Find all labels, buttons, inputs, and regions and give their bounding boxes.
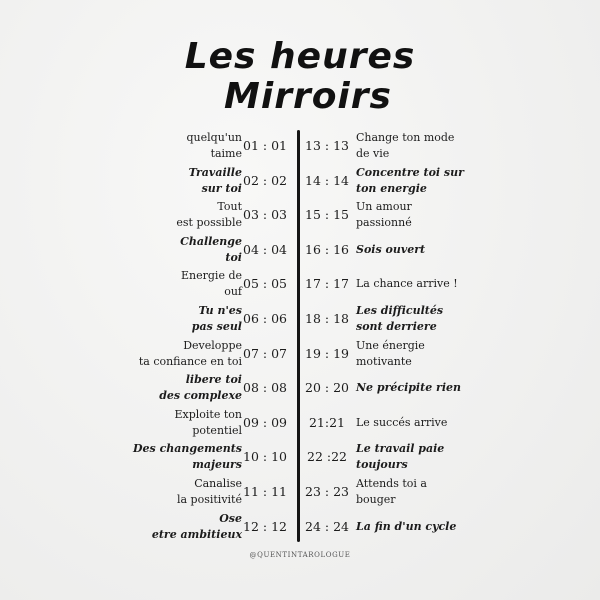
right-meaning-line: Concentre toi sur	[356, 165, 464, 179]
left-meaning	[176, 199, 242, 231]
right-meaning	[356, 242, 425, 258]
right-meaning-line: motivante	[356, 354, 412, 368]
right-hour: 18 : 18	[305, 311, 349, 326]
right-hour: 15 : 15	[305, 207, 349, 223]
footer-handle: @QUENTINTAROLOGUE	[249, 551, 351, 559]
right-meaning-line: toujours	[356, 458, 408, 472]
left-meaning	[175, 407, 243, 439]
right-meaning	[356, 303, 443, 335]
right-meaning-line: Ne précipite rien	[356, 381, 461, 395]
hour-row	[0, 303, 600, 337]
left-hour: 12 : 12	[243, 518, 287, 534]
left-meaning-line: Exploite ton	[174, 407, 242, 421]
right-hour: 17 : 17	[305, 276, 349, 292]
right-meaning-line: Une énergie	[356, 338, 425, 352]
right-hour: 23 : 23	[305, 484, 349, 499]
hour-row	[0, 199, 600, 233]
left-meaning-line: des complexe	[159, 389, 242, 403]
right-meaning-line: La fin d'un cycle	[356, 519, 457, 533]
left-meaning	[133, 441, 242, 473]
hour-row	[0, 476, 600, 510]
left-meaning-line: la positivité	[176, 493, 242, 506]
left-meaning	[139, 338, 242, 370]
right-meaning-line: Le succés arrive	[356, 415, 448, 429]
left-meaning	[180, 234, 242, 266]
hour-row	[0, 407, 600, 441]
hour-row	[0, 338, 600, 372]
left-meaning-line: Energie de	[181, 269, 242, 283]
right-meaning	[356, 476, 427, 508]
right-meaning-line: bouger	[356, 493, 396, 506]
left-meaning-line: etre ambitieux	[151, 527, 242, 541]
left-meaning-line: quelqu'un	[186, 131, 242, 144]
right-meaning-line: Un amour	[356, 200, 412, 214]
left-meaning	[192, 303, 242, 335]
right-hour: 24 : 24	[305, 518, 349, 534]
left-meaning-line: sur toi	[201, 181, 242, 195]
left-meaning-line: potentiel	[192, 423, 242, 437]
left-meaning	[187, 130, 242, 162]
right-meaning-line: ton energie	[356, 181, 427, 195]
left-hour: 08 : 08	[243, 380, 287, 396]
left-meaning-line: ouf	[224, 285, 242, 299]
right-meaning	[356, 380, 461, 396]
left-meaning-line: Developpe	[183, 338, 242, 352]
left-hour: 02 : 02	[243, 172, 287, 188]
right-meaning	[356, 199, 412, 231]
right-hour: 13 : 13	[305, 138, 349, 153]
left-meaning	[181, 268, 242, 300]
right-meaning-line: Les difficultés	[356, 304, 444, 317]
right-meaning	[356, 130, 454, 162]
right-hour: 20 : 20	[305, 380, 349, 396]
left-meaning-line: taime	[210, 147, 242, 160]
left-meaning-line: Tu n'es	[198, 304, 242, 317]
left-meaning-line: Ose	[219, 511, 242, 525]
hour-row	[0, 165, 600, 199]
right-meaning-line: Le travail paie	[356, 442, 445, 456]
right-meaning-line: Sois ouvert	[356, 242, 426, 256]
left-meaning-line: Travaille	[188, 165, 242, 179]
right-meaning-line: Attends toi a	[356, 477, 427, 490]
left-hour: 01 : 01	[243, 138, 287, 153]
left-meaning-line: est possible	[176, 216, 242, 230]
right-meaning-line: Change ton mode	[356, 131, 455, 144]
left-meaning	[189, 165, 242, 197]
left-meaning-line: Canalise	[194, 477, 242, 490]
right-meaning-line: La chance arrive !	[356, 277, 458, 291]
left-hour: 11 : 11	[243, 484, 287, 499]
left-meaning-line: majeurs	[192, 458, 242, 472]
left-hour: 07 : 07	[243, 345, 287, 361]
right-meaning-line: passionné	[356, 216, 412, 230]
left-meaning-line: Challenge	[180, 234, 242, 248]
left-hour: 03 : 03	[243, 207, 287, 223]
right-meaning	[356, 165, 464, 197]
left-hour: 06 : 06	[243, 311, 287, 326]
right-meaning	[356, 519, 456, 535]
right-hour: 21:21	[308, 414, 346, 430]
right-meaning-line: sont derriere	[356, 320, 437, 333]
right-meaning	[356, 338, 425, 370]
hour-row	[0, 130, 600, 164]
hour-row	[0, 441, 600, 475]
right-hour: 22 :22	[307, 449, 347, 465]
title-line-1: Les heures	[184, 36, 416, 77]
right-meaning	[356, 415, 447, 431]
left-hour: 05 : 05	[243, 276, 287, 292]
hour-row	[0, 372, 600, 406]
left-hour: 04 : 04	[243, 241, 287, 257]
left-meaning	[159, 372, 242, 404]
right-meaning	[356, 276, 458, 292]
left-meaning	[177, 476, 242, 508]
hour-row	[0, 234, 600, 268]
left-meaning-line: toi	[225, 250, 242, 264]
left-meaning-line: Des changements	[133, 442, 242, 456]
left-hour: 10 : 10	[243, 449, 287, 465]
right-hour: 14 : 14	[305, 172, 349, 188]
left-meaning	[152, 511, 242, 543]
right-hour: 19 : 19	[305, 345, 349, 361]
left-meaning-line: ta confiance en toi	[138, 354, 242, 368]
right-meaning-line: de vie	[356, 147, 390, 160]
left-meaning-line: pas seul	[191, 320, 242, 333]
right-meaning	[356, 441, 444, 473]
right-hour: 16 : 16	[305, 241, 349, 257]
left-meaning-line: libere toi	[185, 373, 242, 387]
hour-row	[0, 511, 600, 545]
hour-row	[0, 268, 600, 302]
left-meaning-line: Tout	[217, 200, 242, 214]
left-hour: 09 : 09	[243, 414, 287, 430]
title-line-2: Mirroirs	[224, 76, 392, 117]
